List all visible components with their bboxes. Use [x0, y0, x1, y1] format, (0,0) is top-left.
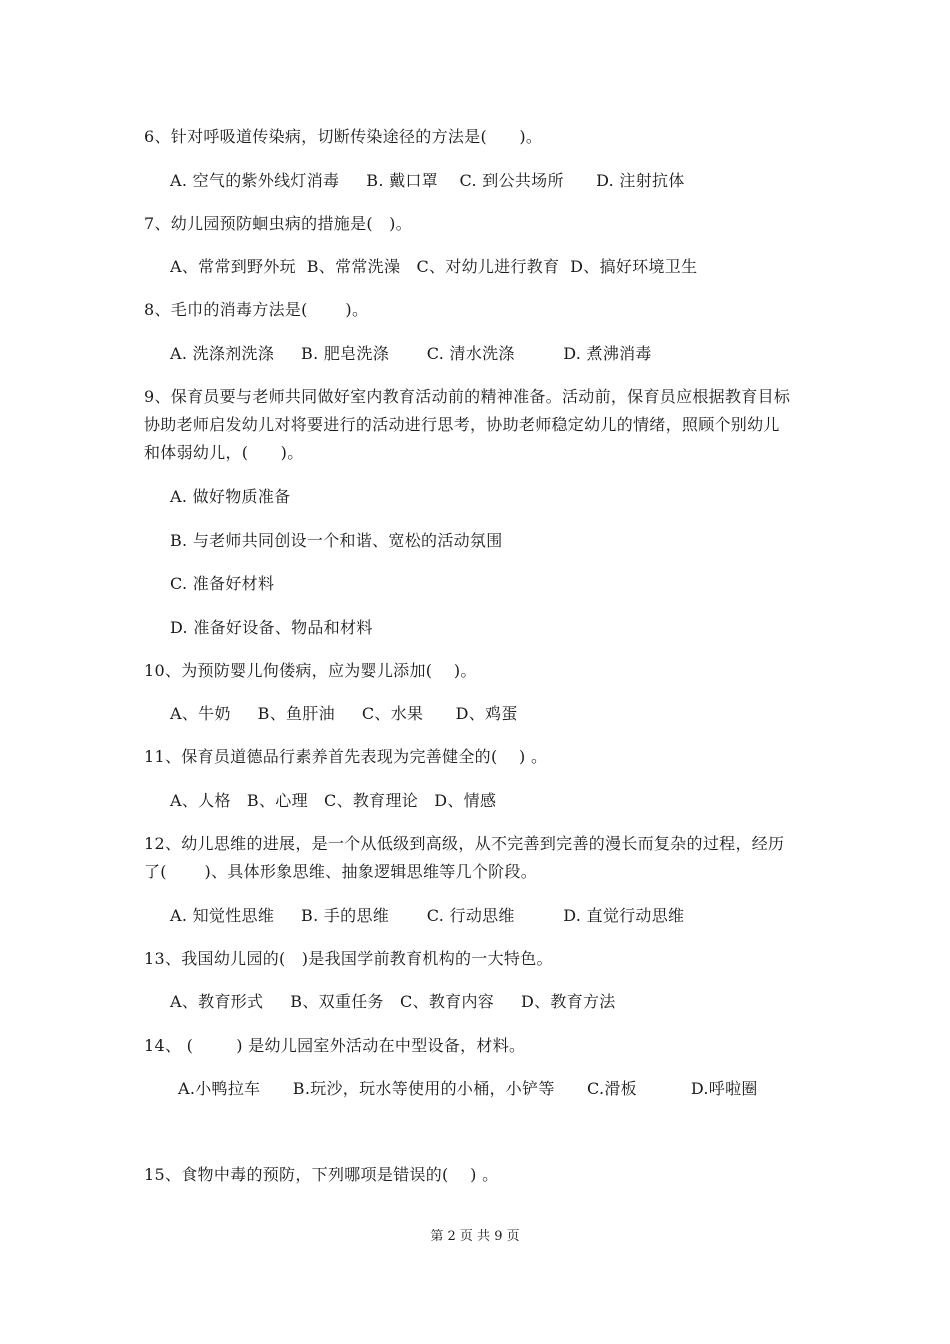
question-13-stem: 13、我国幼儿园的( )是我国学前教育机构的一大特色。	[144, 949, 553, 968]
question-14-options: A.小鸭拉车 B.玩沙，玩水等使用的小桶，小铲等 C.滑板 D.呼啦圈	[178, 1079, 758, 1098]
question-8-options: A. 洗涤剂洗涤 B. 肥皂洗涤 C. 清水洗涤 D. 煮沸消毒	[170, 344, 652, 363]
question-12-options: A. 知觉性思维 B. 手的思维 C. 行动思维 D. 直觉行动思维	[170, 906, 685, 925]
question-9-stem-line-2: 协助老师启发幼儿对将要进行的活动进行思考，协助老师稳定幼儿的情绪，照顾个别幼儿	[144, 415, 780, 434]
question-7-options: A、常常到野外玩 B、常常洗澡 C、对幼儿进行教育 D、搞好环境卫生	[170, 257, 698, 276]
question-12-stem-line-2: 了( )、具体形象思维、抽象逻辑思维等几个阶段。	[144, 862, 538, 881]
question-11-options: A、人格 B、心理 C、教育理论 D、情感	[170, 791, 497, 810]
question-15-stem: 15、食物中毒的预防，下列哪项是错误的( ) 。	[144, 1165, 499, 1184]
question-14-stem: 14、 ( ) 是幼儿园室外活动在中型设备，材料。	[144, 1036, 526, 1055]
question-9-option-c: C. 准备好材料	[170, 574, 275, 593]
question-6-options: A. 空气的紫外线灯消毒 B. 戴口罩 C. 到公共场所 D. 注射抗体	[170, 171, 685, 190]
question-9-stem-line-3: 和体弱幼儿，( )。	[144, 443, 304, 462]
question-10-options: A、牛奶 B、鱼肝油 C、水果 D、鸡蛋	[170, 704, 518, 723]
question-9-option-b: B. 与老师共同创设一个和谐、宽松的活动氛围	[170, 531, 503, 550]
question-6-stem: 6、针对呼吸道传染病，切断传染途径的方法是( )。	[144, 127, 543, 146]
question-7-stem: 7、幼儿园预防蛔虫病的措施是( )。	[144, 214, 412, 233]
question-9-option-a: A. 做好物质准备	[170, 487, 291, 506]
page-footer: 第 2 页 共 9 页	[430, 1229, 520, 1244]
question-11-stem: 11、保育员道德品行素养首先表现为完善健全的( ) 。	[144, 747, 548, 766]
question-12-stem-line-1: 12、幼儿思维的进展，是一个从低级到高级，从不完善到完善的漫长而复杂的过程，经历	[144, 834, 785, 853]
question-9-stem-line-1: 9、保育员要与老师共同做好室内教育活动前的精神准备。活动前，保育员应根据教育目标	[144, 387, 791, 406]
question-9-option-d: D. 准备好设备、物品和材料	[170, 618, 373, 637]
question-8-stem: 8、毛巾的消毒方法是( )。	[144, 300, 369, 319]
question-13-options: A、教育形式 B、双重任务 C、教育内容 D、教育方法	[170, 992, 616, 1011]
question-10-stem: 10、为预防婴儿佝偻病，应为婴儿添加( )。	[144, 661, 477, 680]
